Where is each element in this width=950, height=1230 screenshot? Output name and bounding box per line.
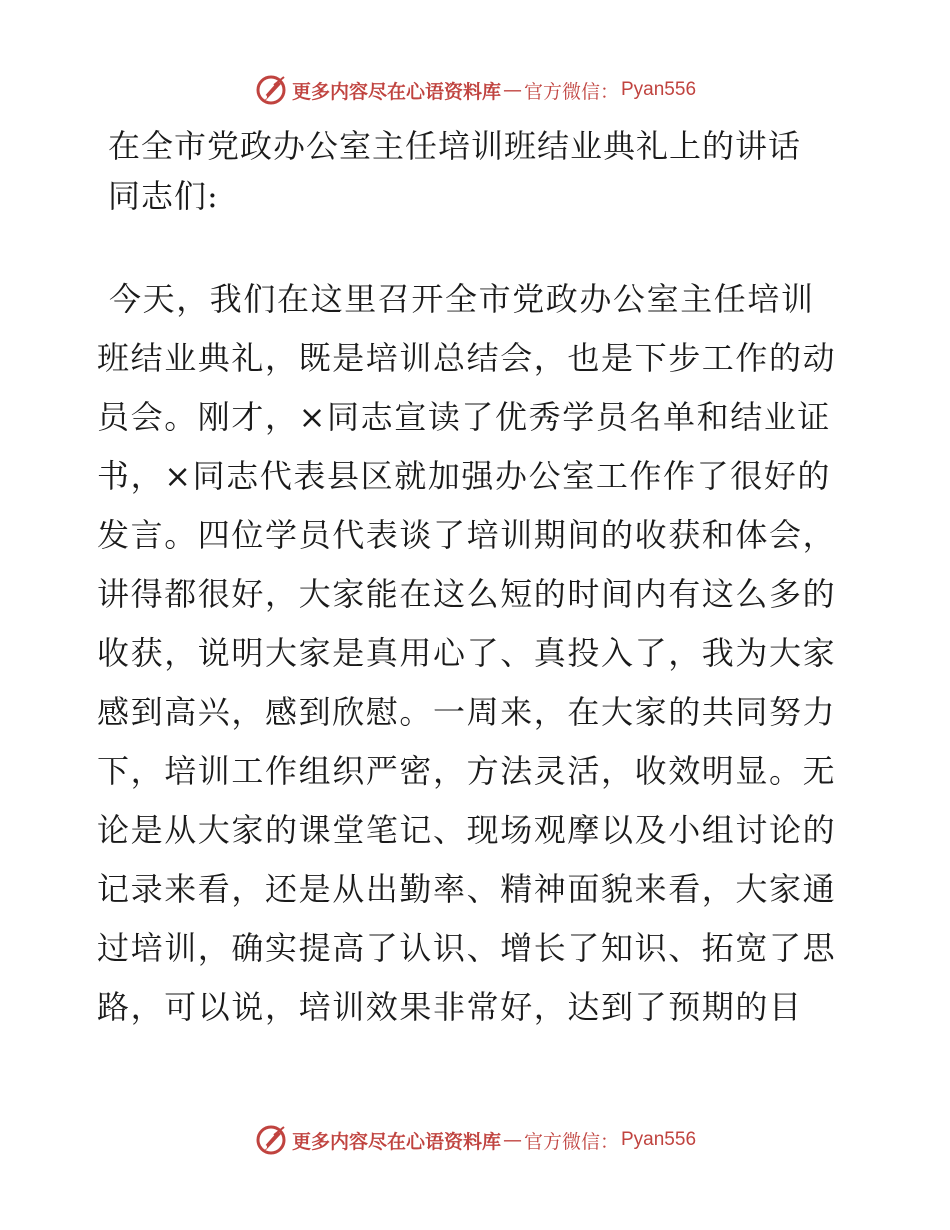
- paragraph-line: 班结业典礼，既是培训总结会，也是下步工作的动: [97, 339, 837, 377]
- footer-banner: [0, 1120, 950, 1160]
- paragraph-line: 发言。四位学员代表谈了培训期间的收获和体会，: [97, 516, 837, 554]
- paragraph-line: 感到高兴，感到欣慰。一周来，在大家的共同努力: [97, 693, 837, 731]
- banner-wechat-label: 官方微信：: [523, 1130, 619, 1153]
- quill-logo-icon: [254, 73, 288, 107]
- banner-wechat-id: Pyan556: [621, 1129, 697, 1150]
- banner-wechat-label: 官方微信：: [523, 80, 619, 103]
- banner-promo-text: 更多内容尽在心语资料库: [291, 1130, 501, 1153]
- paragraph-line: 论是从大家的课堂笔记、现场观摩以及小组讨论的: [97, 811, 837, 849]
- banner-separator: —: [502, 1129, 522, 1151]
- paragraph-line: 书，×同志代表县区就加强办公室工作作了很好的: [97, 457, 832, 495]
- paragraph-line: 讲得都很好，大家能在这么短的时间内有这么多的: [97, 575, 837, 613]
- header-banner: [0, 70, 950, 110]
- speech-paragraph: [97, 270, 857, 1037]
- salutation: 同志们:: [108, 177, 219, 215]
- paragraph-line: 路，可以说，培训效果非常好，达到了预期的目: [97, 988, 803, 1026]
- paragraph-line: 过培训，确实提高了认识、增长了知识、拓宽了思: [97, 929, 837, 967]
- quill-logo-icon: [254, 1123, 288, 1157]
- banner-promo-text: 更多内容尽在心语资料库: [291, 80, 501, 103]
- paragraph-line: 下，培训工作组织严密，方法灵活，收效明显。无: [97, 752, 837, 790]
- banner-separator: —: [502, 79, 522, 101]
- paragraph-line: 员会。刚才，×同志宣读了优秀学员名单和结业证: [97, 398, 832, 436]
- document-title: 在全市党政办公室主任培训班结业典礼上的讲话: [108, 127, 802, 165]
- paragraph-line: 收获，说明大家是真用心了、真投入了，我为大家: [97, 634, 837, 672]
- banner-wechat-id: Pyan556: [621, 79, 697, 100]
- paragraph-line: 今天，我们在这里召开全市党政办公室主任培训: [109, 280, 815, 318]
- paragraph-line: 记录来看，还是从出勤率、精神面貌来看，大家通: [97, 870, 837, 908]
